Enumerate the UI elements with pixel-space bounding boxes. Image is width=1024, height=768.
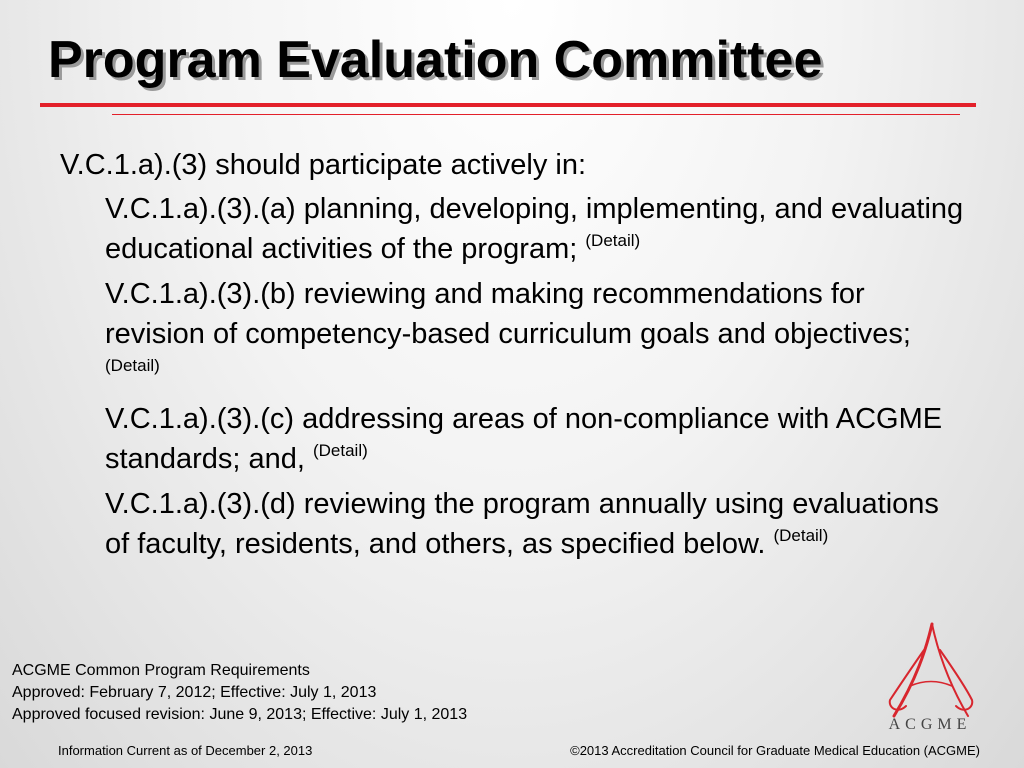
logo-text: ACGME [888,716,972,733]
item-text: V.C.1.a).(3).(d) reviewing the program annually using evaluations of faculty, residents, and others, as specified below. [105,488,939,560]
item-text: V.C.1.a).(3).(c) addressing areas of non-compliance with ACGME standards; and, [105,403,943,475]
copyright: ©2013 Accreditation Council for Graduate Medical Education (ACGME) [570,743,980,758]
item-text: V.C.1.a).(3).(b) reviewing and making recommendations for revision of competency-based curriculum goals and objectives; [105,278,911,350]
detail-link[interactable]: (Detail) [105,356,160,375]
info-current: Information Current as of December 2, 2013 [58,743,313,758]
list-item [105,399,970,479]
list-item [105,484,970,564]
detail-link[interactable]: (Detail) [585,231,641,250]
list-item [105,189,970,269]
list-item [105,274,970,394]
slide-body [60,145,970,569]
detail-link[interactable]: (Detail) [312,441,368,460]
slide-title: Program Evaluation Committee [48,31,823,89]
requirements-title: ACGME Common Program Requirements [12,662,310,679]
intro-text: V.C.1.a).(3) should participate actively in: [60,149,587,181]
item-text: V.C.1.a).(3).(a) planning, developing, implementing, and evaluating educational activities of the program; [105,193,964,265]
title-rule-thin [112,114,960,115]
approval-line: Approved: February 7, 2012; Effective: July 1, 2013 [12,684,377,701]
revision-line: Approved focused revision: June 9, 2013; Effective: July 1, 2013 [12,706,468,723]
title-rule-thick [40,103,976,107]
detail-link[interactable]: (Detail) [773,526,829,545]
requirements-footer [12,660,467,726]
